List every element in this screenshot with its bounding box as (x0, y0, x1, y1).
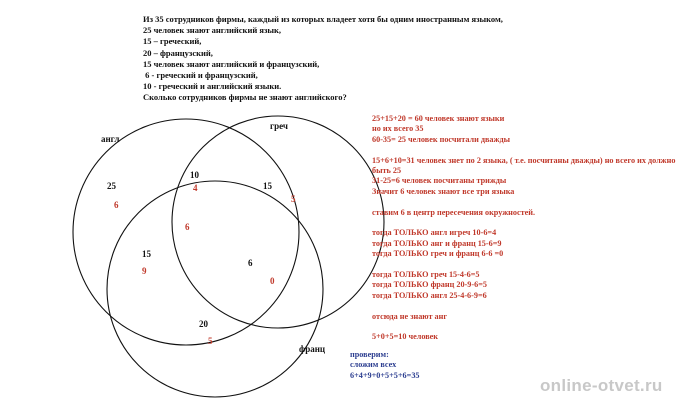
center-value: 6 (185, 222, 190, 232)
english-only: 6 (114, 200, 119, 210)
greek-french-total: 6 (248, 258, 253, 268)
problem-line: 15 человек знают английский и французский, (143, 58, 320, 69)
french-only: 5 (208, 336, 213, 346)
solution-line: тогда ТОЛЬКО греч 15-4-6=5 (372, 270, 480, 280)
problem-line: 15 – греческий, (143, 36, 202, 47)
solution-line: 31-25=6 человек посчитаны трижды (372, 176, 507, 186)
english-greek-total: 10 (190, 170, 199, 180)
english-greek-only: 4 (193, 183, 198, 193)
check-line: 6+4+9+0+5+5+6=35 (350, 370, 420, 380)
solution-line: Значит 6 человек знают все три языка (372, 186, 515, 196)
solution-line: тогда ТОЛЬКО анг и франц 15-6=9 (372, 238, 502, 248)
solution-line: 5+0+5=10 человек (372, 332, 439, 342)
verification-text (350, 350, 420, 381)
english-french-only: 9 (142, 266, 147, 276)
problem-line: 6 - греческий и французский, (143, 70, 258, 81)
solution-line (372, 301, 682, 311)
greek-circle (172, 116, 384, 328)
problem-line: 20 – французский, (143, 47, 213, 58)
solution-line: быть 25 (372, 166, 402, 176)
french-circle (107, 181, 323, 397)
greek-total: 15 (263, 181, 272, 191)
solution-line: тогда ТОЛЬКО греч и франц 6-6 =0 (372, 249, 504, 259)
solution-line: но их всего 35 (372, 124, 424, 134)
problem-line: 25 человек знают английский язык, (143, 25, 282, 36)
greek-french-only: 0 (270, 276, 275, 286)
solution-line: 25+15+20 = 60 человек знают языки (372, 114, 505, 123)
solution-line (372, 322, 682, 332)
watermark: online-otvet.ru (540, 376, 663, 395)
solution-line: ставим 6 в центр пересечения окружностей. (372, 207, 536, 217)
english-circle (73, 119, 299, 345)
problem-line: 10 - греческий и английский языки. (143, 81, 282, 92)
solution-line (372, 145, 682, 155)
check-line: проверим: (350, 350, 389, 359)
problem-line: Из 35 сотрудников фирмы, каждый из которых владеет хотя бы одним иностранным языком, (143, 14, 503, 24)
check-line: сложим всех (350, 360, 397, 370)
solution-line: 15+6+10=31 человек знет по 2 языка, ( т.е. посчитаны дважды) но всего их должно (372, 155, 676, 165)
solution-line: тогда ТОЛЬКО англ игреч 10-6=4 (372, 228, 497, 238)
solution-text (372, 114, 682, 343)
solution-line: 60-35= 25 человек посчитали дважды (372, 134, 510, 144)
solution-line (372, 197, 682, 207)
solution-line: тогда ТОЛЬКО франц 20-9-6=5 (372, 280, 487, 290)
french-total: 20 (199, 319, 208, 329)
english-french-total: 15 (142, 249, 151, 259)
solution-line: тогда ТОЛЬКО англ 25-4-6-9=6 (372, 290, 487, 300)
english-total: 25 (107, 181, 116, 191)
solution-line (372, 218, 682, 228)
english-label: англ (101, 134, 120, 144)
french-label: франц (299, 344, 326, 354)
greek-only: 5 (291, 194, 296, 204)
solution-line (372, 260, 682, 270)
greek-label: греч (270, 121, 288, 131)
problem-line: Сколько сотрудников фирмы не знают английского? (143, 92, 347, 103)
solution-line: отсюда не знают анг (372, 311, 448, 321)
